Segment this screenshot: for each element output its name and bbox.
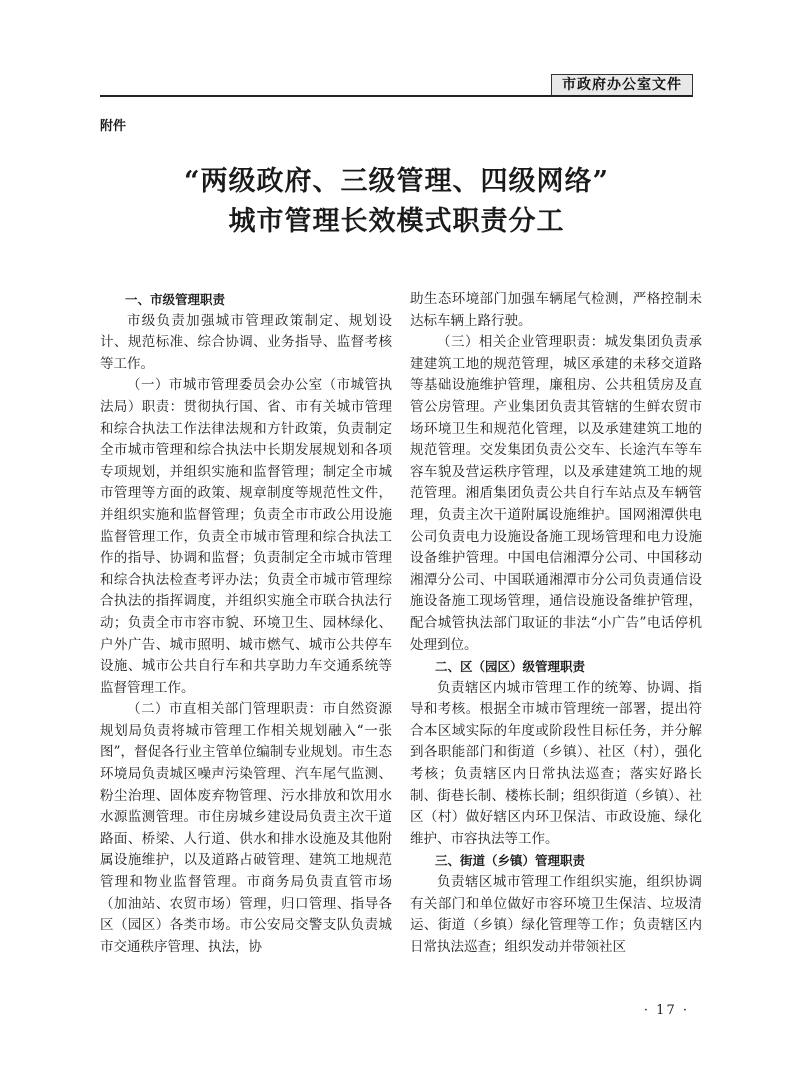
paragraph-district-level: 负责辖区内城市管理工作的统筹、协调、指导和考核。根据全市城市管理统一部署，提出符合本区域实际的年度或阶段性目标任务，并分解到各职能部门和街道（乡镇）、社区（村），强化考核；负责辖区内日常执法巡查；落实好路长制、街巷长制、楼栋长制；组织街道（乡镇）、社区（村）做好辖区内环卫保洁、市政设施、绿化维护、市容执法等工作。 [410,679,702,847]
header-divider [100,95,693,97]
paragraph-city-management-committee: （一）市城市管理委员会办公室（市城管执法局）职责：贯彻执行国、省、市有关城市管理和综合执法工作法律法规和方针政策，负责制定全市城市管理和综合执法中长期发展规划和各项专项规划，并组织实施和监督管理；制定全市城市管理等方面的政策、规章制度等规范性文件，并组织实施和监督管理；负责全市市政公用设施监督管理工作，负责全市城市管理和综合执法工作的指导、协调和监督；负责制定全市城市管理和综合执法检查考评办法；负责全市城市管理综合执法的指挥调度，并组织实施全市联合执法行动；负责全市市容市貌、环境卫生、园林绿化、户外广告、城市照明、城市燃气、城市公共停车设施、城市公共自行车和共享助力车交通系统等监督管理工作。 [100,377,392,696]
left-column [100,289,392,958]
page-number: · 17 · [643,1003,689,1018]
right-column [410,289,702,958]
title-line-2: 城市管理长效模式职责分工 [228,206,565,237]
document-title [100,162,693,242]
section-heading-street-level: 三、街道（乡镇）管理职责 [435,853,586,869]
attachment-label: 附件 [100,119,127,134]
paragraph-related-enterprises: （三）相关企业管理职责：城发集团负责承建建筑工地的规范管理，城区承建的未移交道路等基础设施维护管理，廉租房、公共租赁房及直管公房管理。产业集团负责其管辖的生鲜农贸市场环境卫生和规范化管理，以及承建建筑工地的规范管理。交发集团负责公交车、长途汽车等车容车貌及营运秩序管理，以及承建建筑工地的规范管理。湘盾集团负责公共自行车站点及车辆管理，负责主次干道附属设施维护。国网湘潭供电公司负责电力设施设备施工现场管理和电力设施设备维护管理。中国电信湘潭分公司、中国移动湘潭分公司、中国联通湘潭市分公司负责通信设施设备施工现场管理，通信设施设备维护管理，配合城管执法部门取证的非法“小广告”电话停机处理到位。 [410,334,702,653]
paragraph-street-level: 负责辖区城市管理工作组织实施，组织协调有关部门和单位做好市容环境卫生保洁、垃圾清运、街道（乡镇）绿化管理等工作；负责辖区内日常执法巡查；组织发动并带领社区 [410,874,702,955]
paragraph-city-level-overview: 市级负责加强城市管理政策制定、规划设计、规范标准、综合协调、业务指导、监督考核等工作。 [100,312,392,372]
section-heading-city-level: 一、市级管理职责 [125,292,226,307]
document-section-label: 市政府办公室文件 [551,74,693,96]
paragraph-city-departments: （二）市直相关部门管理职责：市自然资源规划局负责将城市管理工作相关规划融入“一张图”，督促各行业主管单位编制专业规划。市生态环境局负责城区噪声污染管理、汽车尾气监测、粉尘治理、固体废弃物管理、污水排放和饮用水水源监测管理。市住房城乡建设局负责主次干道路面、桥梁、人行道、供水和排水设施及其他附属设施维护，以及道路占破管理、建筑工地规范管理和物业监督管理。市商务局负责直管市场（加油站、农贸市场）管理，归口管理、指导各区（园区）各类市场。市公安局交警支队负责城市交通秩序管理、执法，协 [100,701,392,955]
title-line-1: “两级政府、三级管理、四级网络” [183,166,610,197]
section-heading-district-level: 二、区（园区）级管理职责 [435,659,586,675]
paragraph-city-departments-continued: 助生态环境部门加强车辆尾气检测，严格控制未达标车辆上路行驶。 [410,291,702,329]
